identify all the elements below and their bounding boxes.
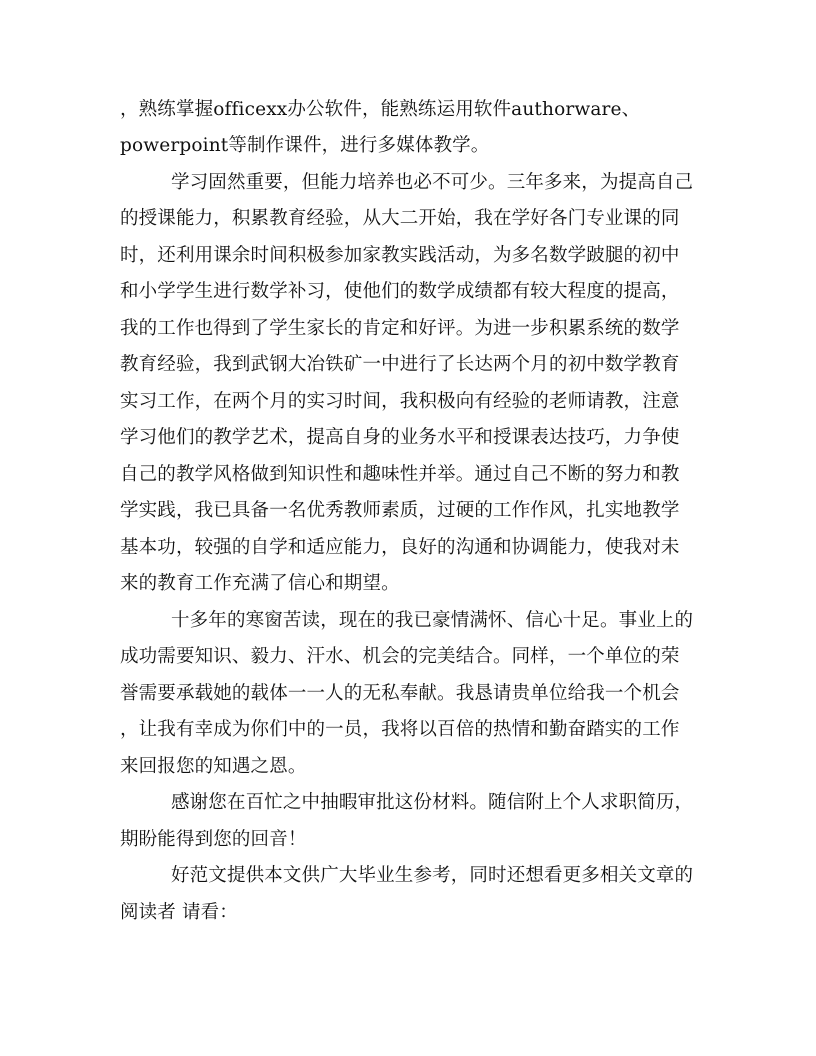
text-line: 和小学学生进行数学补习，使他们的数学成绩都有较大程度的提高， [120,281,680,302]
text-line: 好范文提供本文供广大毕业生参考，同时还想看更多相关文章的 [171,865,694,886]
text-line: 教育经验，我到武钢大冶铁矿一中进行了长达两个月的初中数学教育 [120,354,680,375]
text-line: ，熟练掌握officexx办公软件，能熟练运用软件authorware、 [120,99,641,120]
text-line: 成功需要知识、毅力、汗水、机会的完美结合。同样，一个单位的荣 [120,646,680,667]
text-line: 学习他们的教学艺术，提高自身的业务水平和授课表达技巧，力争使 [120,427,680,448]
text-line: ，让我有幸成为你们中的一员，我将以百倍的热情和勤奋踏实的工作 [120,719,680,740]
text-line: 十多年的寒窗苦读，现在的我已豪情满怀、信心十足。事业上的 [171,610,694,631]
text-line: 阅读者 请看： [120,902,238,923]
text-line: 期盼能得到您的回音！ [120,829,307,850]
text-line: 誉需要承载她的载体一一人的无私奉献。我恳请贵单位给我一个机会 [120,683,680,704]
text-line: 学实践，我已具备一名优秀教师素质，过硬的工作作风，扎实地教学 [120,500,680,521]
text-line: 来回报您的知遇之恩。 [120,756,307,777]
text-line: 我的工作也得到了学生家长的肯定和好评。为进一步积累系统的数学 [120,318,680,339]
text-line: 时，还利用课余时间积极参加家教实践活动，为多名数学跛腿的初中 [120,245,680,266]
text-line: 感谢您在百忙之中抽暇审批这份材料。随信附上个人求职简历， [171,792,694,813]
text-line: 自己的教学风格做到知识性和趣味性并举。通过自己不断的努力和教 [120,464,680,485]
text-line: 的授课能力，积累教育经验，从大二开始，我在学好各门专业课的同 [120,208,680,229]
text-line: 来的教育工作充满了信心和期望。 [120,573,400,594]
text-line: 学习固然重要，但能力培养也必不可少。三年多来，为提高自己 [171,172,694,193]
text-line: powerpoint等制作课件，进行多媒体教学。 [120,135,490,156]
text-line: 基本功，较强的自学和适应能力，良好的沟通和协调能力，使我对未 [120,537,680,558]
text-line: 实习工作，在两个月的实习时间，我积极向有经验的老师请教，注意 [120,391,680,412]
